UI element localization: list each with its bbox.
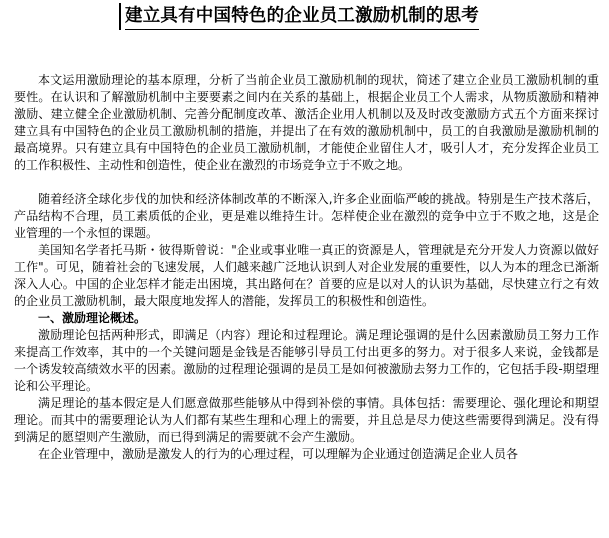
title-bar: [0, 0, 609, 34]
management-paragraph: 在企业管理中，激励是激发人的行为的心理过程，可以理解为企业通过创造满足企业人员各: [38, 447, 519, 461]
document-title[interactable]: 建立具有中国特色的企业员工激励机制的思考: [125, 3, 479, 30]
abstract-paragraph: 本文运用激励理论的基本原理，分析了当前企业员工激励机制的现状，简述了建立企业员工激励机制的重要性。在认识和了解激励机制中主要要素之间内在关系的基础上，根据企业员工个人需求，从物质激励和精神激励、建立健全企业激励机制、完善分配制度改革、激活企业用人机制以及及时改变激励方式五个方面来探讨建立具有中国特色的企业员工激励机制的措施，并提出了在有效的激励机制中，员工的自我激励是激励机制的最高境界。只有建立具有中国特色的企业员工激励机制，才能使企业留住人才，吸引人才，充分发挥企业员工的工作积极性、主动性和创造性，使企业在激烈的市场竞争立于不败之地。: [14, 73, 599, 172]
satisfaction-paragraph: 满足理论的基本假定是人们愿意做那些能够从中得到补偿的事情。具体包括：需要理论、强化理论和期望理论。而其中的需要理论认为人们都有某些生理和心理上的需要，并且总是尽力使这些需要得到满足。没有得到满足的愿望则产生激励，而已得到满足的需要就不会产生激励。: [14, 396, 599, 444]
intro-paragraph: 随着经济全球化步伐的加快和经济体制改革的不断深入,许多企业面临严峻的挑战。特别是生产技术落后，产品结构不合理，员工素质低的企业，更是难以维持生计。怎样使企业在激烈的竞争中立于不败之地，这是企业管理的一个永恒的课题。: [14, 192, 599, 240]
quote-paragraph: 美国知名学者托马斯・彼得斯曾说："企业或事业唯一真正的资源是人，管理就是充分开发人力资源以做好工作"。可见，随着社会的飞速发展，人们越来越广泛地认识到人对企业发展的重要性，以人为本的理念已渐渐深入人心。中国的企业怎样才能走出困境，其出路何在？首要的应是以对人的认识为基础，尽快建立行之有效的企业员工激励机制，最大限度地发挥人的潜能，发挥员工的积极性和创造性。: [14, 243, 599, 308]
document-body[interactable]: [14, 72, 599, 463]
text-cursor: [119, 3, 121, 30]
section-heading: 一、激励理论概述。: [38, 311, 147, 325]
theory-paragraph: 激励理论包括两种形式，即满足（内容）理论和过程理论。满足理论强调的是什么因素激励员工努力工作来提高工作效率，其中的一个关键问题是金钱是否能够引导员工付出更多的努力。对于很多人来说，金钱都是一个诱发较高绩效水平的因素。激励的过程理论强调的是员工是如何被激励去努力工作的，它包括手段-期望理论和公平理论。: [14, 328, 599, 393]
